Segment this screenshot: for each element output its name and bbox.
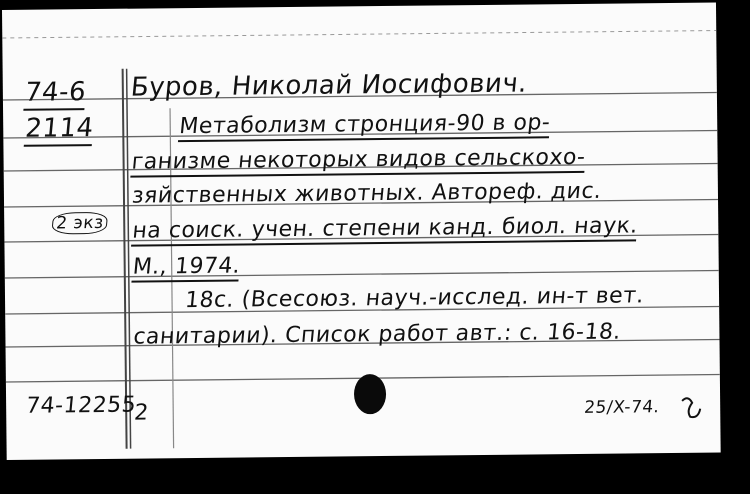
- ink-blot: [354, 374, 386, 414]
- title-line-4: на соиск. учен. степени канд. биол. наук.: [131, 213, 639, 246]
- call-number: 74-6: [23, 77, 87, 111]
- shelf-number: 2114: [24, 113, 95, 147]
- accession-number: 74-12255: [24, 392, 138, 419]
- title-line-3: зяйственных животных. Автореф. дис.: [130, 178, 603, 209]
- title-line-2: ганизме некоторых видов сельскохо-: [130, 145, 586, 178]
- imprint: М., 1974.: [131, 254, 241, 283]
- date-stamp: 25/X-74.: [583, 397, 661, 418]
- accession-suffix: 2: [133, 400, 150, 426]
- copies-note: 2 экз: [51, 212, 108, 235]
- author-heading: Буров, Николай Иосифович.: [129, 68, 529, 103]
- title-line-1: Метаболизм стронция-90 в ор-: [178, 110, 552, 142]
- collation-line-1: 18с. (Всесоюз. науч.-исслед. ин-т вет.: [183, 283, 646, 314]
- collation-line-2: санитарии). Список работ авт.: с. 16-18.: [132, 319, 623, 350]
- catalog-card: [2, 3, 721, 460]
